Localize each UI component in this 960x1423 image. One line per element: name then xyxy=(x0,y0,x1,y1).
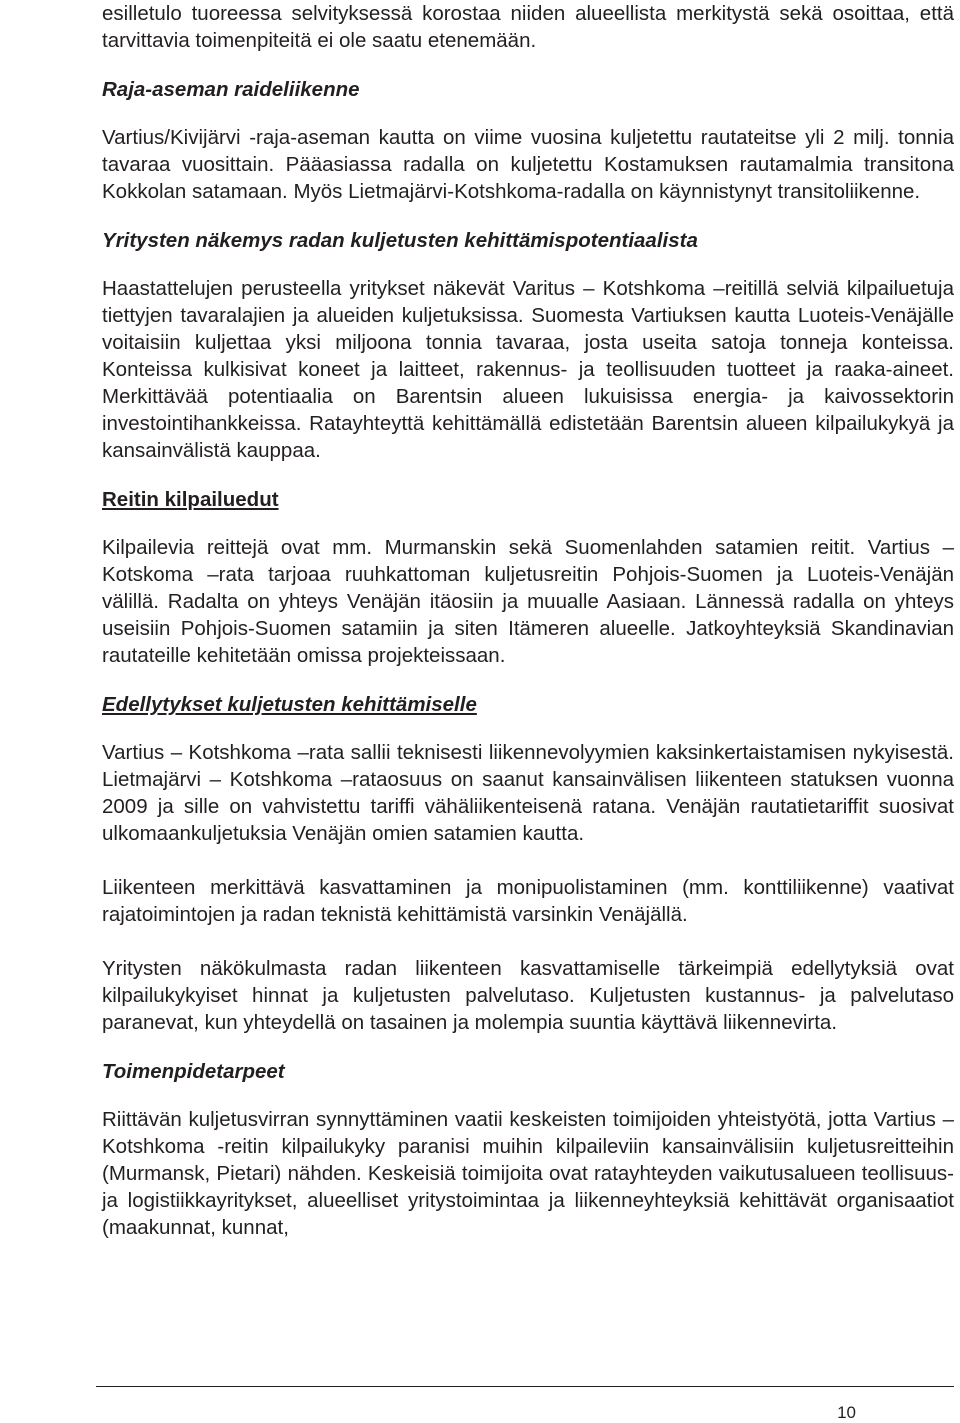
footer-rule xyxy=(96,1386,954,1387)
paragraph: Vartius – Kotshkoma –rata sallii teknisesti liikennevolyymien kaksinkertaistamisen nykyisestä. Lietmajärvi – Kotshkoma –rataosuus on saanut kansainvälisen liikenteen statuksen vuonna 2009 ja sille on vahvistettu tariffi vähäliikenteisenä ratana. Venäjän rautatietariffit suosivat ulkomaankuljetuksia Venäjän omien satamien kautta. xyxy=(102,741,954,845)
paragraph: Liikenteen merkittävä kasvattaminen ja monipuolistaminen (mm. konttiliikenne) vaativat rajatoimintojen ja radan teknistä kehittämistä varsinkin Venäjällä. xyxy=(102,876,954,926)
paragraph: Riittävän kuljetusvirran synnyttäminen vaatii keskeisten toimijoiden yhteistyötä, jotta Vartius – Kotshkoma -reitin kilpailukyky paranisi muihin kilpaileviin kansainvälisiin kuljetusreitteihin (Murmansk, Pietari) nähden. Keskeisiä toimijoita ovat ratayhteyden vaikutusalueen teollisuus- ja logistiikkayritykset, alueelliset yritystoimintaa ja liikenneyhteyksiä kehittävät organisaatiot (maakunnat, kunnat, xyxy=(102,1108,954,1239)
paragraph: esilletulo tuoreessa selvityksessä korostaa niiden alueellista merkitystä sekä osoittaa, että tarvittavia toimenpiteitä ei ole saatu etenemään. xyxy=(102,2,954,52)
paragraph: Haastattelujen perusteella yritykset näkevät Varitus – Kotshkoma –reitillä selviä kilpailuetuja tiettyjen tavaralajien ja alueiden kuljetuksissa. Suomesta Vartiuksen kautta Luoteis-Venäjälle voitaisiin kuljettaa yksi miljoona tonnia tavaraa, josta useita satoja tonneja konteissa. Konteissa kulkisivat koneet ja laitteet, rakennus- ja teollisuuden tuotteet ja raaka-aineet. Merkittävää potentiaalia on Barentsin alueen lukuisissa energia- ja kaivossektorin investointihankkeissa. Ratayhteyttä kehittämällä edistetään Barentsin alueen kilpailukykyä ja kansainvälistä kauppaa. xyxy=(102,277,954,462)
section-heading: Edellytykset kuljetusten kehittämiselle xyxy=(102,693,477,716)
paragraph: Vartius/Kivijärvi -raja-aseman kautta on viime vuosina kuljetettu rautateitse yli 2 milj. tonnia tavaraa vuosittain. Pääasiassa radalla on kuljetettu Kostamuksen rautamalmia transitona Kokkolan satamaan. Myös Lietmajärvi-Kotshkoma-radalla on käynnistynyt transitoliikenne. xyxy=(102,126,954,203)
section-heading: Toimenpidetarpeet xyxy=(102,1060,285,1083)
paragraph: Kilpailevia reittejä ovat mm. Murmanskin sekä Suomenlahden satamien reitit. Vartius – Kotskoma –rata tarjoaa ruuhkattoman kuljetusreitin Pohjois-Suomen ja Luoteis-Venäjän välillä. Radalta on yhteys Venäjän itäosiin ja muualle Aasiaan. Lännessä radalla on yhteys useisiin Pohjois-Suomen satamiin ja siten Itämeren alueelle. Jatkoyhteyksiä Skandinavian rautateille kehitetään omissa projekteissaan. xyxy=(102,536,954,667)
section-heading: Yritysten näkemys radan kuljetusten kehittämispotentiaalista xyxy=(102,229,698,252)
section-heading: Reitin kilpailuedut xyxy=(102,488,279,511)
page-number: 10 xyxy=(837,1403,856,1422)
paragraph: Yritysten näkökulmasta radan liikenteen kasvattamiselle tärkeimpiä edellytyksiä ovat kilpailukykyiset hinnat ja kuljetusten palvelutaso. Kuljetusten kustannus- ja palvelutaso paranevat, kun yhteydellä on tasainen ja molempia suuntia käyttävä liikennevirta. xyxy=(102,957,954,1034)
section-heading: Raja-aseman raideliikenne xyxy=(102,78,360,101)
document-page xyxy=(102,0,954,1241)
